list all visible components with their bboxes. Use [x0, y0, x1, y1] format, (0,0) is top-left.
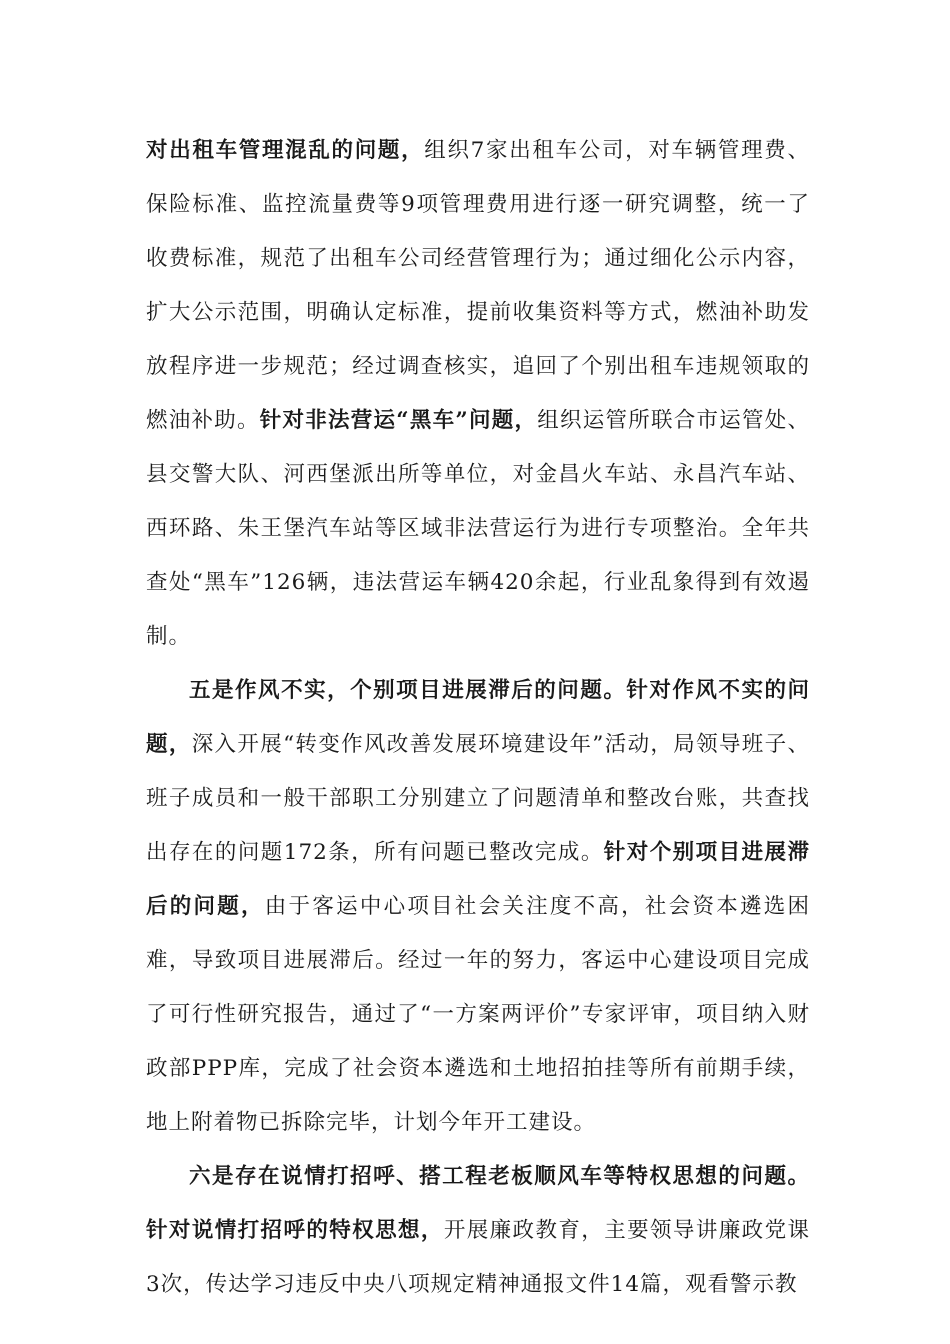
body-text: 组织运管所联合市运管处、县交警大队、河西堡派出所等单位，对金昌火车站、永昌汽车站、西环路、朱王堡汽车站等区域非法营运行为进行专项整治。全年共查处“黑车”126辆，违法营运车辆420余起，行业乱象得到有效遏制。 [146, 408, 810, 649]
document-body [146, 124, 810, 1312]
body-text: 由于客运中心项目社会关注度不高，社会资本遴选困难，导致项目进展滞后。经过一年的努力，客运中心建设项目完成了可行性研究报告，通过了“一方案两评价”专家评审，项目纳入财政部PPP库，完成了社会资本遴选和土地招拍挂等所有前期手续，地上附着物已拆除完毕，计划今年开工建设。 [146, 894, 810, 1135]
paragraph-taxi-management [146, 124, 810, 664]
paragraph-item-six [146, 1150, 810, 1312]
paragraph-item-five [146, 664, 810, 1150]
bold-heading: 六是存在说情打招呼、搭工程老板顺风车等特权思想的问题。针对说情打招呼的特权思想， [146, 1164, 810, 1243]
body-text: 深入开展“转变作风改善发展环境建设年”活动，局领导班子、班子成员和一般干部职工分别建立了问题清单和整改台账，共查找出存在的问题172条，所有问题已整改完成。 [146, 732, 810, 865]
bold-heading: 针对个别项目进展滞后的问题， [146, 840, 810, 919]
bold-heading: 针对非法营运“黑车”问题， [259, 408, 538, 433]
bold-heading: 对出租车管理混乱的问题， [146, 138, 425, 163]
body-text: 开展廉政教育，主要领导讲廉政党课3次，传达学习违反中央八项规定精神通报文件14篇，观看警示教 [146, 1218, 810, 1297]
body-text: 组织7家出租车公司，对车辆管理费、保险标准、监控流量费等9项管理费用进行逐一研究调整，统一了收费标准，规范了出租车公司经营管理行为；通过细化公示内容，扩大公示范围，明确认定标准，提前收集资料等方式，燃油补助发放程序进一步规范；经过调查核实，追回了个别出租车违规领取的燃油补助。 [146, 138, 810, 433]
bold-heading: 五是作风不实，个别项目进展滞后的问题。针对作风不实的问题， [146, 678, 810, 757]
